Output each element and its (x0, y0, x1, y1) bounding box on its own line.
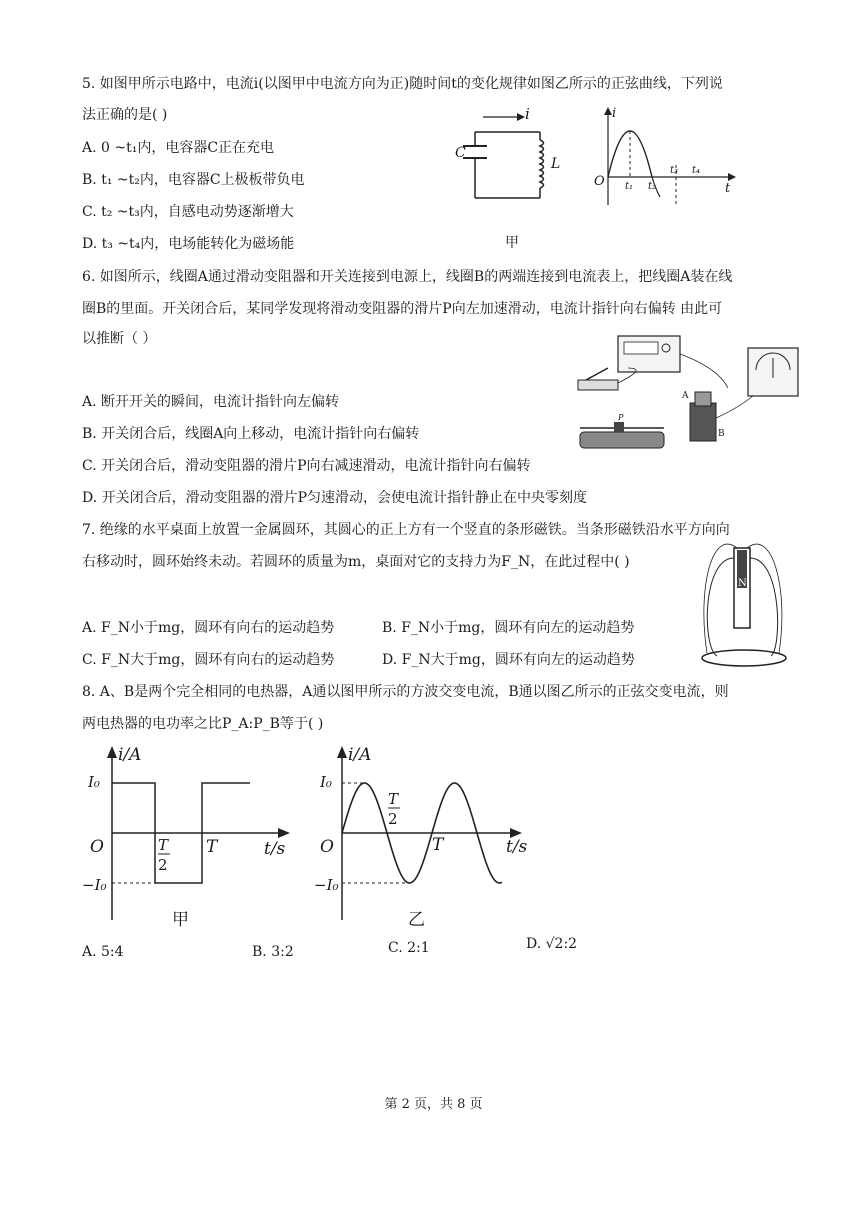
q5-lc-circuit (455, 105, 565, 255)
q8-jia-i0: I₀ (88, 773, 100, 791)
q8-yi-origin: O (320, 837, 334, 857)
q7-stem-line1: 7. 绝缘的水平桌面上放置一金属圆环，其圆心的正上方有一个竖直的条形磁铁。当条形磁铁沿水平方向向 (82, 522, 730, 538)
q6-option-b: B. 开关闭合后，线圈A向上移动，电流计指针向右偏转 (82, 426, 420, 442)
q8-yi-t: T (432, 835, 444, 855)
q7-magnet-ring-figure (697, 528, 792, 673)
q6-label-b: B (718, 429, 725, 439)
q7-option-b: B. F_N小于mg，圆环有向左的运动趋势 (382, 620, 635, 636)
q6-option-d: D. 开关闭合后，滑动变阻器的滑片P匀速滑动，会使电流计指针静止在中央零刻度 (82, 490, 588, 506)
q7-option-d: D. F_N大于mg，圆环有向左的运动趋势 (382, 652, 635, 668)
coil-a-icon (695, 392, 711, 406)
q6-stem-line3: 以推断（ ） (82, 331, 157, 347)
q6-label-p: P (618, 413, 624, 422)
q8-yi-neg-i0: −I₀ (314, 876, 339, 894)
q8-yi-caption: 乙 (408, 910, 425, 930)
q5-capacitor-label: C (455, 145, 466, 161)
q6-label-a: A (682, 391, 689, 401)
q5-option-d: D. t₃ ~t₄内，电场能转化为磁场能 (82, 236, 295, 252)
q5-inductor-label: L (551, 156, 561, 172)
q5-graph-t3: t₃ (670, 165, 679, 176)
q8-stem-line2: 两电热器的电功率之比P_A:P_B等于( ) (82, 716, 324, 732)
page-footer: 第 2 页，共 8 页 (384, 1097, 483, 1112)
q5-sine-graph (588, 105, 748, 210)
magnet-pole-label: N (738, 578, 747, 589)
q5-stem-line2: 法正确的是( ) (82, 107, 168, 123)
q8-jia-xlabel: t/s (264, 839, 286, 859)
rheostat-icon (580, 432, 664, 448)
q8-yi-i0: I₀ (320, 773, 332, 791)
q6-apparatus-figure (568, 328, 808, 468)
switch-icon (578, 380, 618, 390)
q5-option-a: A. 0 ~t₁内，电容器C正在充电 (82, 140, 275, 156)
q5-graph-t1: t₁ (625, 181, 634, 192)
q5-option-c: C. t₂ ~t₃内，自感电动势逐渐增大 (82, 204, 294, 220)
q5-graph-origin: O (594, 174, 605, 189)
q8-square-wave-graph (80, 740, 300, 940)
q5-figure-label: 甲 (505, 235, 519, 251)
q8-option-b: B. 3:2 (252, 944, 294, 960)
q8-jia-ylabel: i/A (118, 745, 142, 765)
q6-stem-line1: 6. 如图所示，线圈A通过滑动变阻器和开关连接到电源上，线圈B的两端连接到电流表上，把线圈A装在线 (82, 269, 733, 285)
q8-jia-half-t-den: 2 (158, 856, 168, 874)
q8-stem-line1: 8. A、B是两个完全相同的电热器，A通以图甲所示的方波交变电流，B通以图乙所示的正弦交变电流，则 (82, 684, 729, 700)
q5-graph-t2: t₂ (648, 181, 657, 192)
q5-graph-x-label: t (725, 181, 731, 196)
q8-sine-wave-graph (312, 740, 532, 940)
q5-graph-y-label: i (612, 106, 617, 121)
q6-stem-line2: 圈B的里面。开关闭合后，某同学发现将滑动变阻器的滑片P向左加速滑动，电流计指针向右偏转 由此可 (82, 301, 723, 317)
q8-option-a: A. 5:4 (82, 944, 124, 960)
q8-option-d: D. √2:2 (526, 936, 578, 952)
q5-graph-t4: t₄ (692, 165, 701, 176)
q8-jia-neg-i0: −I₀ (82, 876, 107, 894)
q8-yi-half-t-num: T (388, 790, 399, 808)
q6-option-a: A. 断开开关的瞬间，电流计指针向左偏转 (82, 394, 340, 410)
q8-yi-ylabel: i/A (348, 745, 372, 765)
coil-b-icon (690, 403, 716, 441)
q8-jia-caption: 甲 (172, 910, 189, 930)
q8-yi-xlabel: t/s (506, 837, 528, 857)
q8-yi-half-t-den: 2 (388, 810, 398, 828)
q8-jia-half-t-num: T (158, 836, 169, 854)
q7-option-c: C. F_N大于mg，圆环有向右的运动趋势 (82, 652, 335, 668)
q5-stem-line1: 5. 如图甲所示电路中，电流i(以图甲中电流方向为正)随时间t的变化规律如图乙所示的正弦曲线，下列说 (82, 76, 723, 92)
q8-jia-origin: O (90, 837, 104, 857)
q5-option-b: B. t₁ ~t₂内，电容器C上极板带负电 (82, 172, 305, 188)
q7-option-a: A. F_N小于mg，圆环有向右的运动趋势 (82, 620, 335, 636)
q6-option-c: C. 开关闭合后，滑动变阻器的滑片P向右减速滑动，电流计指针向右偏转 (82, 458, 531, 474)
q7-stem-line2: 右移动时，圆环始终未动。若圆环的质量为m，桌面对它的支持力为F_N，在此过程中( ) (82, 554, 630, 570)
q8-option-c: C. 2:1 (388, 940, 430, 956)
q8-jia-t: T (206, 837, 218, 857)
q5-current-label: i (525, 105, 530, 123)
